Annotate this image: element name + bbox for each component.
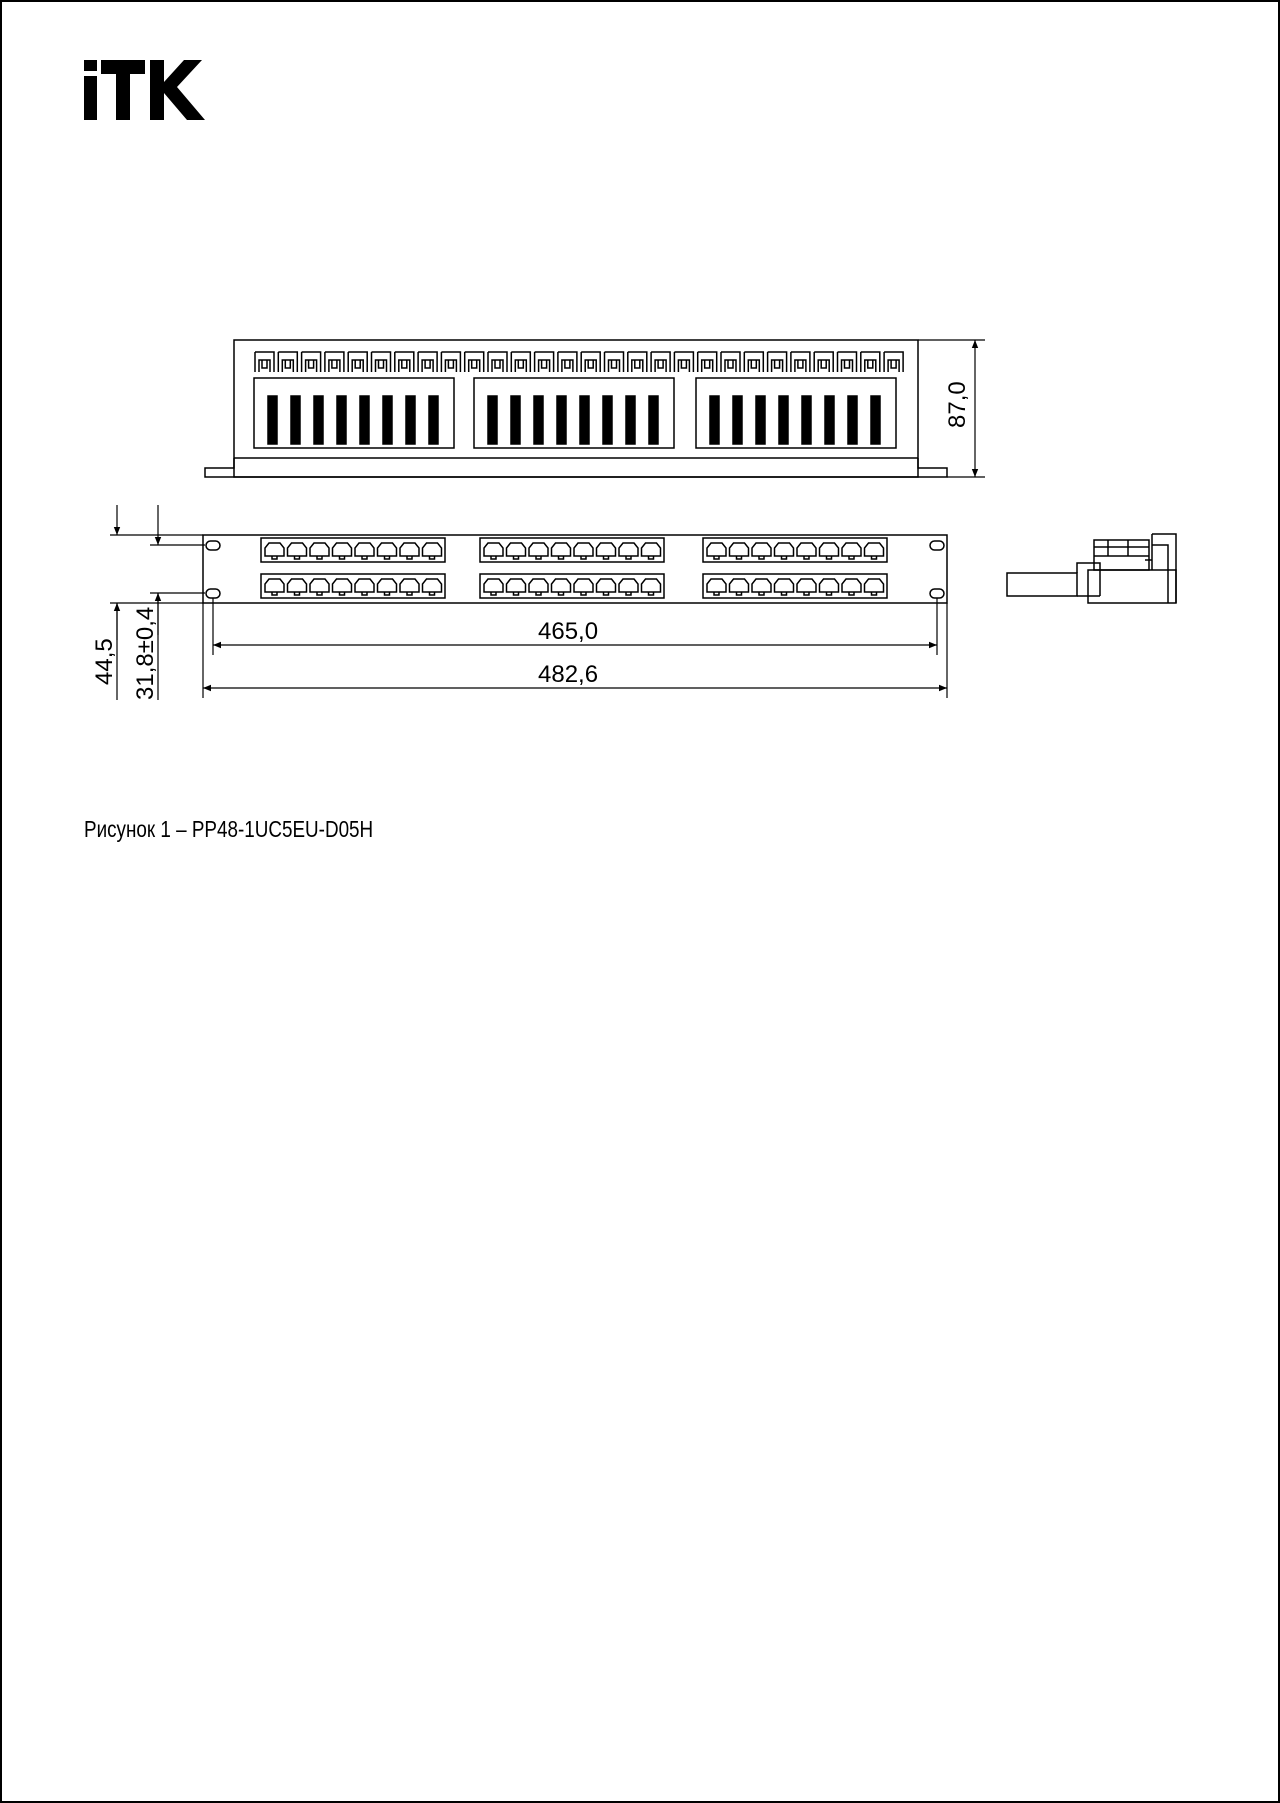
rj45-port (865, 543, 884, 559)
idc-slot (802, 396, 811, 444)
rj45-port (752, 543, 771, 559)
rj45-port (355, 579, 374, 595)
rj45-port (775, 543, 794, 559)
idc-slot (871, 396, 880, 444)
top-connector-cell (628, 352, 647, 372)
rj45-port (597, 543, 616, 559)
idc-slot (779, 396, 788, 444)
top-view (205, 340, 947, 477)
top-connector-cell (372, 352, 391, 372)
rj45-port (484, 579, 503, 595)
rj45-port (820, 579, 839, 595)
rj45-port (642, 579, 661, 595)
height-total-label: 44,5 (91, 638, 118, 685)
idc-slot (649, 396, 658, 444)
top-connector-cell (838, 352, 857, 372)
top-connector-cell (884, 352, 903, 372)
top-connector-cell (395, 352, 414, 372)
top-connector-cell (674, 352, 693, 372)
rj45-port (730, 579, 749, 595)
top-connector-cell (441, 352, 460, 372)
rj45-port-rows (261, 538, 887, 598)
port-strip (261, 574, 445, 598)
rj45-port (288, 579, 307, 595)
top-connector-cell (698, 352, 717, 372)
port-strip (703, 574, 887, 598)
idc-slot (314, 396, 323, 444)
rj45-port (707, 579, 726, 595)
idc-slot (291, 396, 300, 444)
idc-slot (406, 396, 415, 444)
idc-slot (360, 396, 369, 444)
rj45-port (400, 543, 419, 559)
depth-label: 87,0 (944, 381, 971, 428)
idc-slot (511, 396, 520, 444)
rj45-port (775, 579, 794, 595)
rj45-port (265, 579, 284, 595)
rj45-port (820, 543, 839, 559)
rj45-port (333, 543, 352, 559)
top-connector-cell (488, 352, 507, 372)
rj45-port (574, 543, 593, 559)
top-connector-cell (302, 352, 321, 372)
top-connector-cell (255, 352, 274, 372)
rj45-port (865, 579, 884, 595)
rj45-port (797, 543, 816, 559)
idc-slot (488, 396, 497, 444)
idc-slot (534, 396, 543, 444)
idc-slot (848, 396, 857, 444)
technical-drawing (0, 0, 1280, 760)
idc-slot (557, 396, 566, 444)
rj45-port (355, 543, 374, 559)
rj45-port (842, 543, 861, 559)
top-connector-row (255, 352, 903, 372)
idc-slots (268, 396, 880, 444)
rj45-port (529, 543, 548, 559)
top-connector-cell (791, 352, 810, 372)
top-connector-cell (325, 352, 344, 372)
rj45-port (288, 543, 307, 559)
top-connector-cell (278, 352, 297, 372)
front-view (203, 535, 947, 603)
top-connector-cell (535, 352, 554, 372)
idc-slot (268, 396, 277, 444)
top-connector-cell (581, 352, 600, 372)
idc-slot (337, 396, 346, 444)
top-connector-cell (861, 352, 880, 372)
rj45-port (707, 543, 726, 559)
rj45-port (400, 579, 419, 595)
top-connector-cell (558, 352, 577, 372)
idc-slot (603, 396, 612, 444)
idc-slot (756, 396, 765, 444)
rj45-port (842, 579, 861, 595)
height-holes-label: 31,8±0,4 (132, 606, 159, 700)
rj45-port (619, 543, 638, 559)
rj45-port (552, 579, 571, 595)
top-connector-cell (768, 352, 787, 372)
rj45-port (484, 543, 503, 559)
top-connector-cell (348, 352, 367, 372)
rj45-port (730, 543, 749, 559)
rj45-port (423, 579, 442, 595)
rj45-port (797, 579, 816, 595)
top-connector-cell (814, 352, 833, 372)
rj45-port (574, 579, 593, 595)
rj45-port (333, 579, 352, 595)
top-connector-cell (465, 352, 484, 372)
top-connector-cell (511, 352, 530, 372)
port-strip (480, 538, 664, 562)
rj45-port (752, 579, 771, 595)
rj45-port (507, 543, 526, 559)
top-connector-cell (721, 352, 740, 372)
idc-slot (580, 396, 589, 444)
port-strip (703, 538, 887, 562)
rj45-port (310, 543, 329, 559)
rj45-port (642, 543, 661, 559)
top-connector-cell (605, 352, 624, 372)
port-strip (480, 574, 664, 598)
idc-slot (710, 396, 719, 444)
rj45-port (597, 579, 616, 595)
figure-caption: Рисунок 1 – PP48-1UC5EU-D05H (84, 816, 374, 842)
top-connector-cell (651, 352, 670, 372)
rj45-port (378, 579, 397, 595)
idc-slot (383, 396, 392, 444)
top-connector-cell (744, 352, 763, 372)
rj45-port (529, 579, 548, 595)
rj45-port (507, 579, 526, 595)
idc-slot (429, 396, 438, 444)
rj45-port (552, 543, 571, 559)
side-view (1007, 534, 1176, 603)
rj45-port (423, 543, 442, 559)
idc-slot (626, 396, 635, 444)
rj45-port (310, 579, 329, 595)
top-connector-cell (418, 352, 437, 372)
width-holes-label: 465,0 (538, 618, 599, 645)
rj45-port (619, 579, 638, 595)
idc-slot (825, 396, 834, 444)
rj45-port (378, 543, 397, 559)
idc-slot (733, 396, 742, 444)
width-total-label: 482,6 (538, 661, 599, 688)
rj45-port (265, 543, 284, 559)
port-strip (261, 538, 445, 562)
